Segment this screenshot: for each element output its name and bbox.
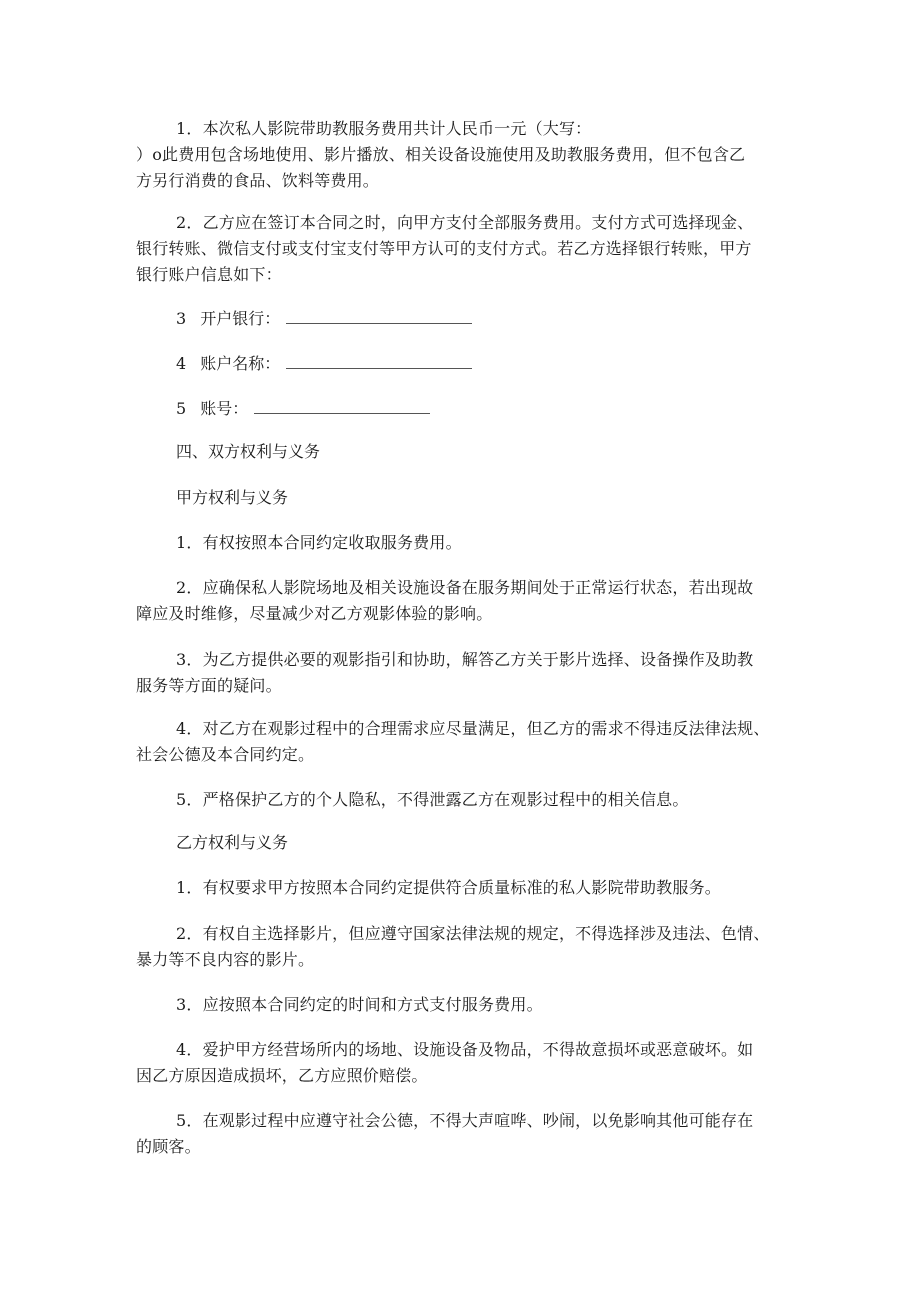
text-line: 4．对乙方在观影过程中的合理需求应尽量满足，但乙方的需求不得违反法律法规、 <box>176 719 770 738</box>
account-number-field-row <box>176 395 430 422</box>
text-line: 1．本次私人影院带助教服务费用共计人民币一元（大写： <box>176 119 592 138</box>
field-number: 4 <box>176 354 187 373</box>
text-line: 1．有权要求甲方按照本合同约定提供符合质量标准的私人影院带助教服务。 <box>176 878 721 897</box>
account-name-blank-line[interactable] <box>286 350 472 369</box>
party-b-heading: 乙方权利与义务 <box>176 833 289 852</box>
bank-blank-line[interactable] <box>286 305 472 324</box>
party-b-item-2 <box>136 921 796 973</box>
party-a-item-1 <box>136 530 796 556</box>
text-line: 5．严格保护乙方的个人隐私，不得泄露乙方在观影过程中的相关信息。 <box>176 790 689 809</box>
section-heading: 四、双方权利与义务 <box>176 442 321 461</box>
account-number-label: 账号： <box>200 399 249 418</box>
text-line: 3．为乙方提供必要的观影指引和协助，解答乙方关于影片选择、设备操作及助教 <box>176 650 754 669</box>
text-line: 3．应按照本合同约定的时间和方式支付服务费用。 <box>176 995 543 1014</box>
party-a-heading: 甲方权利与义务 <box>176 488 289 507</box>
party-a-item-4 <box>136 716 796 768</box>
text-line: 银行账户信息如下： <box>136 265 282 284</box>
text-line: 银行转账、微信支付或支付宝支付等甲方认可的支付方式。若乙方选择银行转账，甲方 <box>136 239 752 258</box>
payment-clause-2 <box>136 210 796 288</box>
account-name-field-row <box>176 350 472 377</box>
party-b-item-3 <box>136 992 796 1018</box>
text-line: 2．有权自主选择影片，但应遵守国家法律法规的规定，不得选择涉及违法、色情、 <box>176 924 770 943</box>
account-number-blank-line[interactable] <box>254 395 430 414</box>
party-b-item-4 <box>136 1037 796 1089</box>
text-line: 的顾客。 <box>136 1137 201 1156</box>
text-line: 服务等方面的疑问。 <box>136 676 282 695</box>
text-line: 方另行消费的食品、饮料等费用。 <box>136 171 380 190</box>
account-name-label: 账户名称： <box>200 354 281 373</box>
text-line: 障应及时维修，尽量减少对乙方观影体验的影响。 <box>136 604 493 623</box>
party-b-item-1 <box>136 875 796 901</box>
text-line: 2．乙方应在签订本合同之时，向甲方支付全部服务费用。支付方式可选择现金、 <box>176 213 754 232</box>
text-line: 暴力等不良内容的影片。 <box>136 950 315 969</box>
text-line: 1．有权按照本合同约定收取服务费用。 <box>176 533 462 552</box>
bank-field-row <box>176 305 472 332</box>
party-a-item-3 <box>136 647 796 699</box>
text-line: ）o此费用包含场地使用、影片播放、相关设备设施使用及助教服务费用，但不包含乙 <box>136 145 746 164</box>
text-line: 2．应确保私人影院场地及相关设施设备在服务期间处于正常运行状态，若出现故 <box>176 578 754 597</box>
party-a-item-5 <box>136 787 796 813</box>
party-a-item-2 <box>136 575 796 627</box>
text-line: 4．爱护甲方经营场所内的场地、设施设备及物品，不得故意损坏或恶意破坏。如 <box>176 1040 754 1059</box>
text-line: 社会公德及本合同约定。 <box>136 745 315 764</box>
text-line: 5．在观影过程中应遵守社会公德，不得大声喧哗、吵闹，以免影响其他可能存在 <box>176 1111 754 1130</box>
field-number: 5 <box>176 399 187 418</box>
bank-label: 开户银行： <box>200 309 281 328</box>
payment-clause-1 <box>136 116 796 194</box>
text-line: 因乙方原因造成损坏，乙方应照价赔偿。 <box>136 1066 428 1085</box>
party-b-item-5 <box>136 1108 796 1160</box>
field-number: 3 <box>176 309 187 328</box>
